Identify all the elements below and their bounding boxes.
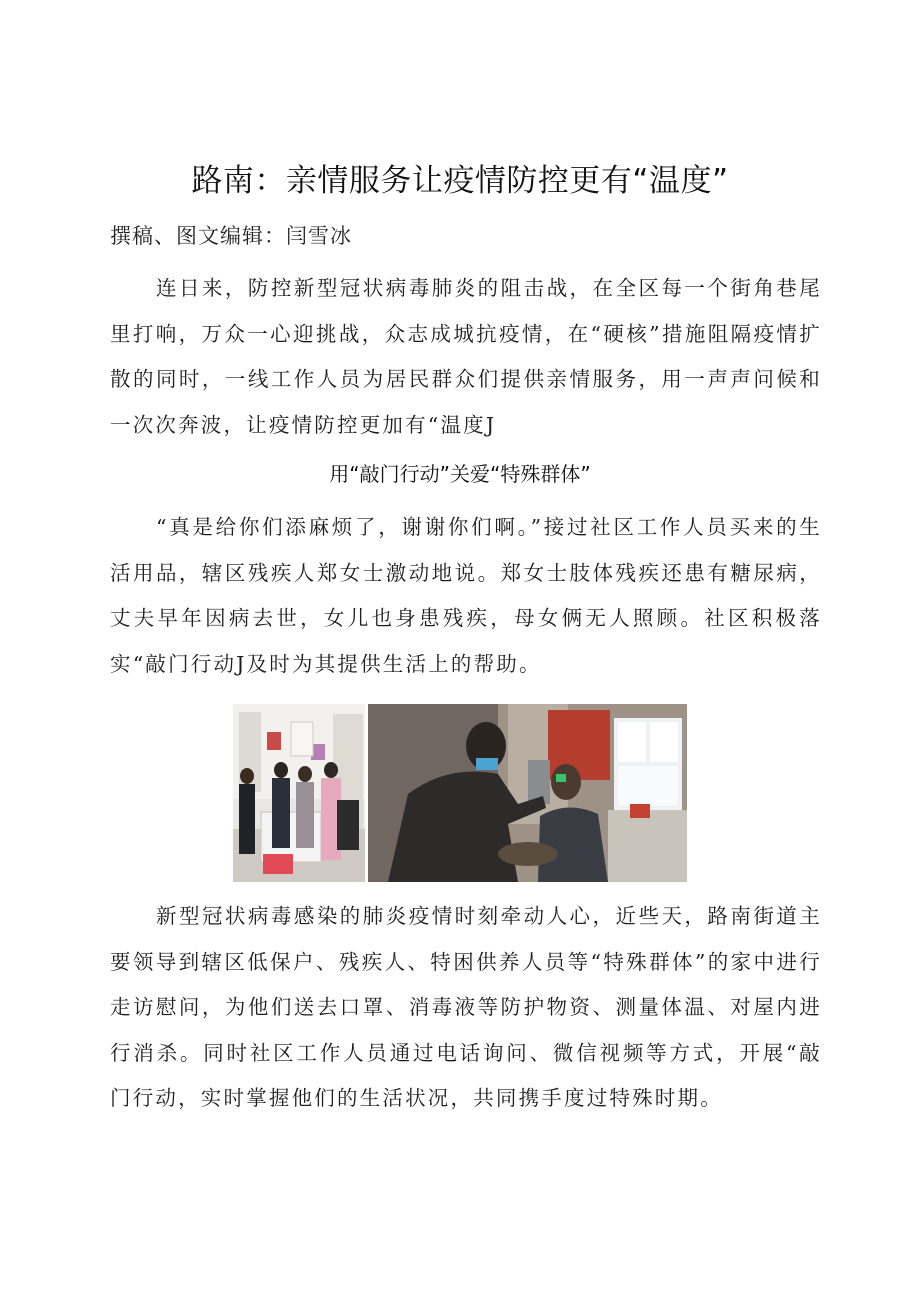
paragraph-intro: 连日来，防控新型冠状病毒肺炎的阻击战，在全区每一个街角巷尾里打响，万众一心迎挑战，众志成城抗疫情，在“硬核”措施阻隔疫情扩散的同时，一线工作人员为居民群众们提供亲情服务，用一声声问候和一次次奔波，让疫情防控更加有“温度J — [110, 276, 822, 437]
home-visit-photo — [233, 704, 365, 882]
section-subheading: 用“敲门行动”关爱“特殊群体” — [329, 462, 591, 486]
paragraph-visit: “真是给你们添麻烦了，谢谢你们啊。”接过社区工作人员买来的生活用品，辖区残疾人郑女士激动地说。郑女士肢体残疾还患有糖尿病，丈夫早年因病去世，女儿也身患残疾，母女俩无人照顾。社区积极落实“敲门行动J及时为其提供生活上的帮助。 — [110, 515, 822, 676]
temperature-check-photo — [368, 704, 687, 882]
article-byline: 撰稿、图文编辑：闫雪冰 — [110, 224, 352, 248]
paragraph-outreach: 新型冠状病毒感染的肺炎疫情时刻牵动人心，近些天，路南街道主要领导到辖区低保户、残疾人、特困供养人员等“特殊群体”的家中进行走访慰问，为他们送去口罩、消毒液等防护物资、测量体温、对屋内进行消杀。同时社区工作人员通过电话询问、微信视频等方式，开展“敲门行动，实时掌握他们的生活状况，共同携手度过特殊时期。 — [110, 904, 822, 1110]
article-title: 路南：亲情服务让疫情防控更有“温度” — [191, 163, 729, 199]
photo-row — [233, 704, 687, 882]
